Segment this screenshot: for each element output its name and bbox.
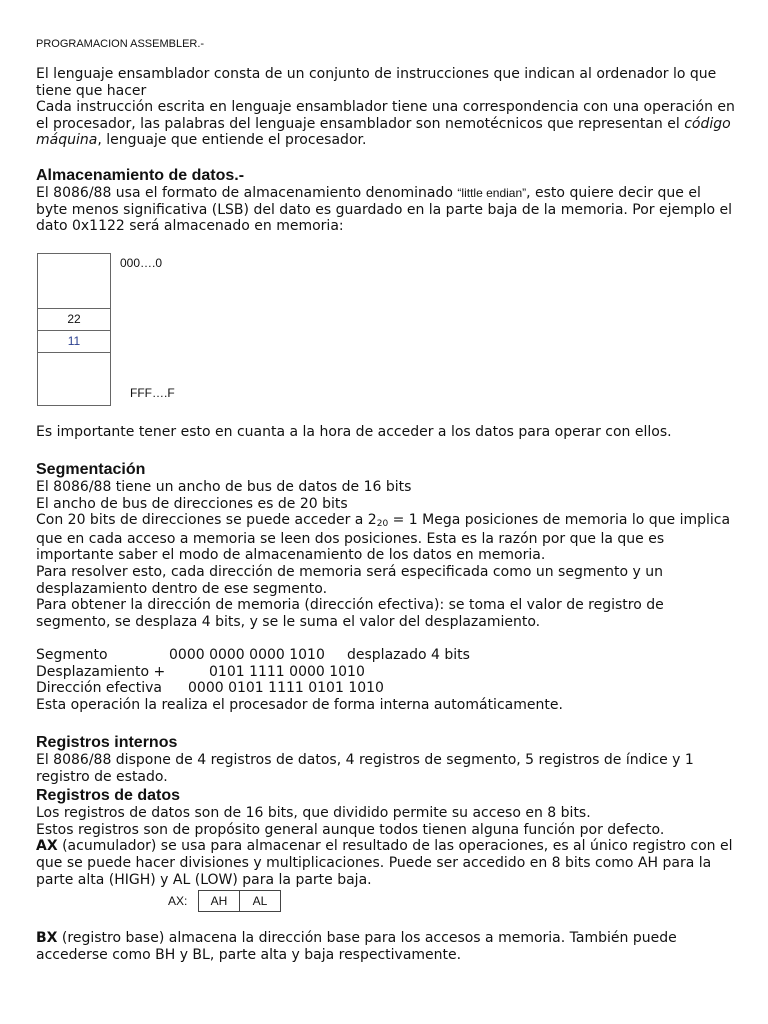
segmentation-section — [36, 460, 736, 713]
segmentation-line-3-text: Con 20 bits de direcciones se puede acceder a 2 — [36, 512, 377, 529]
document-title: PROGRAMACION ASSEMBLER.- — [36, 38, 205, 50]
ax-term: AX — [36, 838, 58, 855]
bx-text: (registro base) almacena la dirección base para los accesos a memoria. También puede accederse como BH y BL, parte alta y baja respectivamente. — [36, 930, 677, 963]
data-registers-line-1: Los registros de datos son de 16 bits, que dividido permite su acceso en 8 bits. — [36, 805, 591, 822]
segmentation-line-5: Para obtener la dirección de memoria (dirección efectiva): se toma el valor de registro de segmento, se desplaza 4 bits, y se le suma el valor del desplazamiento. — [36, 597, 664, 630]
calc-note-shift: desplazado 4 bits — [347, 646, 470, 663]
ah-cell: AH — [210, 894, 228, 908]
storage-text-end: , esto quiere decir que el byte menos significativa (LSB) del dato es guardado en la parte baja de la memoria. Por ejemplo el dato 0x1122 será almacenado en memoria: — [36, 185, 733, 235]
little-endian-term: “little endian” — [457, 186, 527, 200]
ax-text: (acumulador) se usa para almacenar el resultado de las operaciones, es al único registro con el que se puede hacer divisiones y multiplicaciones. Puede ser accedido en 8 bits como AH para la parte alta (HIGH) y AL (LOW) para la parte baja. — [36, 838, 733, 888]
al-cell: AL — [239, 891, 280, 911]
storage-section — [36, 166, 736, 235]
intro-paragraph-2 — [36, 99, 736, 149]
ax-label: AX: — [168, 894, 188, 908]
intro-text-end: , lenguaje que entiende el procesador. — [97, 132, 367, 149]
intro-text: Cada instrucción escrita en lenguaje ensamblador tiene una correspondencia con una operación en el procesador, las palabras del lenguaje ensamblador son nemotécnicos que representan el — [36, 99, 735, 132]
intro-italic-term: código máquina — [36, 115, 731, 149]
calc-row-effective — [36, 680, 736, 697]
registers-paragraph: El 8086/88 dispone de 4 registros de datos, 4 registros de segmento, 5 registros de índice y 1 registro de estado. — [36, 752, 694, 785]
bx-description — [36, 930, 736, 963]
segmentation-line-3 — [36, 512, 736, 564]
segmentation-line-3-rest: = 1 Mega posiciones de memoria lo que implica que en cada acceso a memoria se leen dos posiciones. Esta es la razón por que la que es importante saber el modo de almacenamiento de los datos en memoria. — [36, 512, 731, 564]
registers-section — [36, 733, 736, 888]
storage-note-block — [36, 424, 736, 441]
ax-description — [36, 838, 736, 888]
ax-register-box — [198, 890, 281, 912]
data-registers-line-2: Estos registros son de propósito general aunque todos tienen alguna función por defecto. — [36, 821, 665, 838]
intro-paragraph-1: El lenguaje ensamblador consta de un conjunto de instrucciones que indican al ordenador lo que tiene que hacer — [36, 66, 717, 99]
calc-value-effective: 0000 0101 1111 0101 1010 — [188, 680, 384, 697]
storage-paragraph — [36, 185, 736, 235]
address-top-label: 000….0 — [120, 256, 163, 270]
segmentation-line-6: Esta operación la realiza el procesador de forma interna automáticamente. — [36, 696, 563, 713]
bx-section — [36, 930, 736, 963]
calc-label-segment: Segmento — [36, 646, 108, 663]
memory-cell-11: 11 — [37, 330, 111, 353]
storage-text: El 8086/88 usa el formato de almacenamiento denominado — [36, 185, 458, 201]
data-registers-heading: Registros de datos — [36, 787, 181, 805]
storage-note: Es importante tener esto en cuanta a la hora de acceder a los datos para operar con ellos. — [36, 424, 672, 440]
intro-section — [36, 66, 736, 149]
calc-value-segment: 0000 0000 0000 1010 — [169, 646, 325, 663]
segmentation-line-1: El 8086/88 tiene un ancho de bus de datos de 16 bits — [36, 479, 412, 495]
spacer — [36, 630, 736, 647]
storage-heading: Almacenamiento de datos.- — [36, 167, 245, 184]
memory-cell-22: 22 — [37, 308, 111, 331]
calc-row-offset — [36, 664, 736, 681]
segmentation-line-2: El ancho de bus de direcciones es de 20 bits — [36, 495, 348, 512]
calc-row-segment — [36, 647, 736, 664]
bx-term: BX — [36, 930, 58, 946]
segmentation-line-4: Para resolver esto, cada dirección de memoria será especificada como un segmento y un desplazamiento dentro de ese segmento. — [36, 563, 663, 597]
address-calculation — [36, 647, 736, 697]
calc-label-effective: Dirección efectiva — [36, 680, 162, 697]
calc-label-offset: Desplazamiento + — [36, 663, 166, 680]
segmentation-heading: Segmentación — [36, 461, 146, 478]
memory-diagram — [36, 253, 206, 413]
registers-heading: Registros internos — [36, 734, 178, 751]
calc-value-offset: 0101 1111 0000 1010 — [209, 663, 365, 680]
memory-block — [37, 253, 111, 406]
address-bottom-label: FFF….F — [130, 386, 175, 400]
exponent-20: 20 — [376, 519, 389, 530]
